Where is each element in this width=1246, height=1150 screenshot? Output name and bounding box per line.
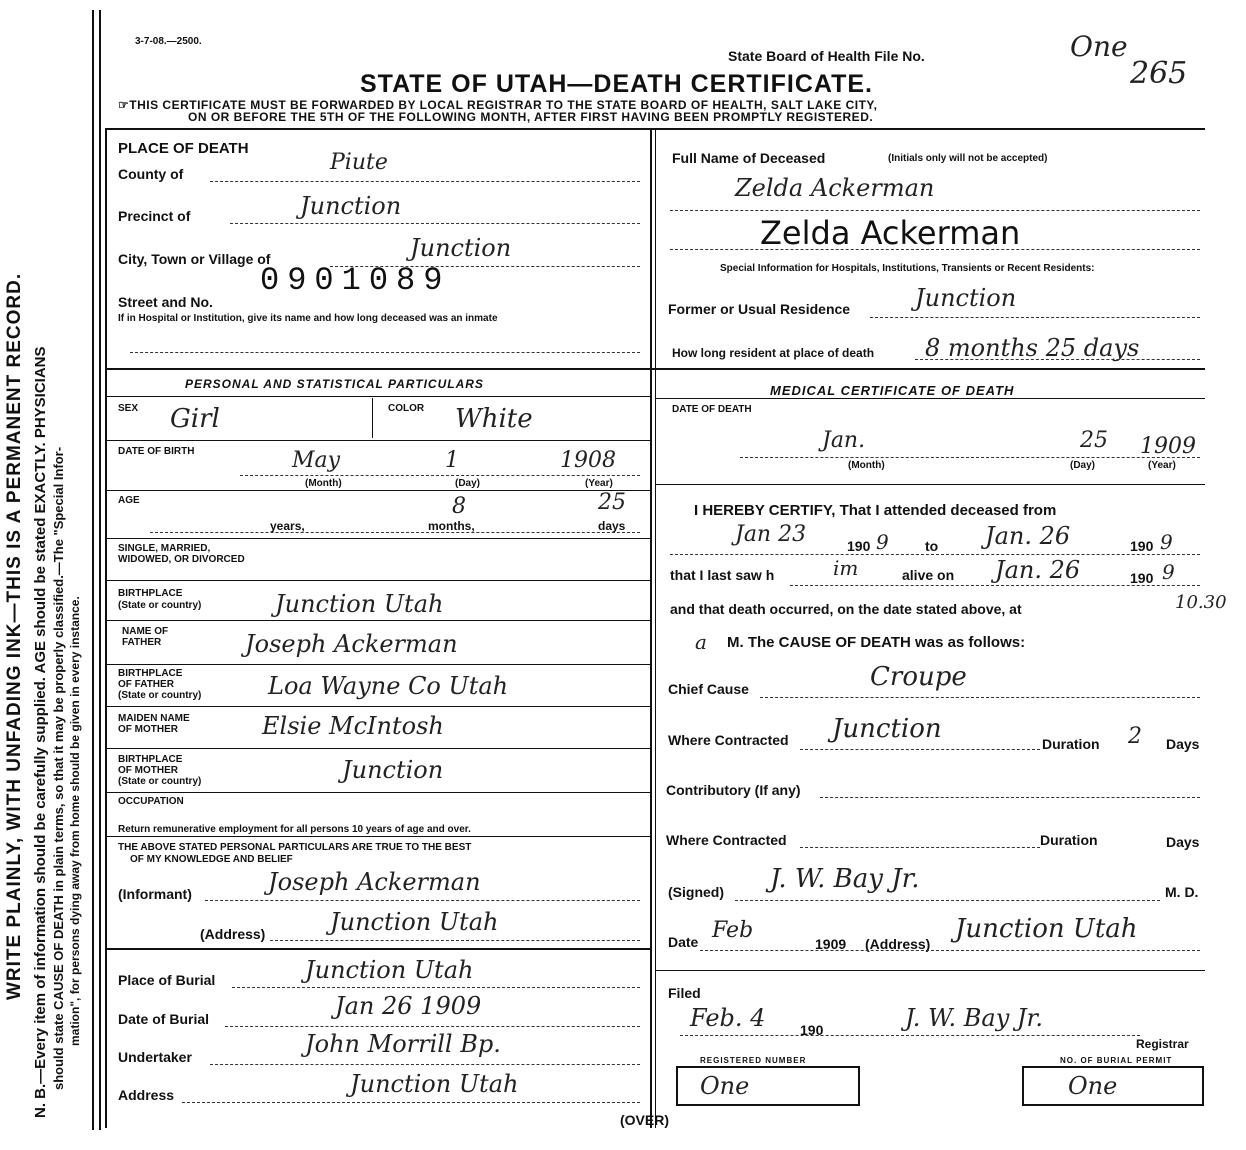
medical-address-value: Junction Utah — [955, 914, 1138, 944]
dob-month-caption: (Month) — [305, 478, 342, 489]
dod-day: 25 — [1080, 428, 1108, 453]
days-label: Days — [1166, 736, 1200, 752]
cause-text: M. The CAUSE OF DEATH was as follows: — [727, 634, 1026, 651]
personal-heading: PERSONAL AND STATISTICAL PARTICULARS — [185, 377, 484, 391]
meridiem-value: a — [695, 630, 707, 654]
place-heading: PLACE OF DEATH — [118, 140, 249, 157]
name-typed: Zelda Ackerman — [760, 214, 1021, 252]
attended-to-year-prefix: 190 — [1130, 538, 1154, 554]
contributory-label: Contributory (If any) — [666, 782, 801, 798]
attest-line-2: OF MY KNOWLEDGE AND BELIEF — [130, 854, 293, 865]
signed-label: (Signed) — [668, 884, 724, 900]
time-value: 10.30 — [1175, 592, 1227, 613]
medical-address-label: (Address) — [865, 936, 931, 952]
name-label: Full Name of Deceased — [672, 150, 826, 166]
to-word: to — [925, 538, 939, 554]
filed-year-prefix: 190 — [800, 1022, 824, 1038]
hospital-note: If in Hospital or Institution, give its name and how long deceased was an inmate — [118, 313, 498, 324]
informant-address-value: Junction Utah — [330, 908, 499, 936]
alive-year-prefix: 190 — [1130, 570, 1154, 586]
attended-to-year-suffix: 9 — [1160, 530, 1173, 554]
registered-number-value: One — [700, 1072, 750, 1100]
resident-value: 8 months 25 days — [925, 334, 1140, 362]
alive-date: Jan. 26 — [995, 556, 1081, 584]
days-2-label: Days — [1166, 834, 1200, 850]
birthplace-label-1: BIRTHPLACE — [118, 588, 183, 599]
residence-label: Former or Usual Residence — [668, 301, 851, 317]
city-value: Junction — [410, 234, 512, 262]
attest-line-1: THE ABOVE STATED PERSONAL PARTICULARS ARE TRUE TO THE BEST — [118, 842, 472, 853]
age-months: 8 — [452, 494, 466, 519]
dob-year: 1908 — [560, 448, 616, 473]
dob-day-caption: (Day) — [455, 478, 481, 489]
sex-label: SEX — [118, 403, 139, 414]
name-handwritten: Zelda Ackerman — [735, 174, 935, 202]
attended-from-year-prefix: 190 — [847, 538, 871, 554]
marital-label-1: SINGLE, MARRIED, — [118, 543, 211, 554]
father-birthplace-value: Loa Wayne Co Utah — [268, 672, 509, 700]
mother-label-2: OF MOTHER — [118, 724, 178, 735]
burial-place-value: Junction Utah — [305, 956, 474, 984]
occurred-text: and that death occurred, on the date stated above, at — [670, 601, 1022, 617]
dob-year-caption: (Year) — [585, 478, 613, 489]
attended-from-date: Jan 23 — [735, 522, 807, 547]
attended-to-date: Jan. 26 — [985, 522, 1071, 550]
birthplace-value: Junction Utah — [275, 590, 444, 618]
burial-date-value: Jan 26 1909 — [335, 992, 482, 1020]
notice-line-2: ON OR BEFORE THE 5TH OF THE FOLLOWING MONTH, AFTER FIRST HAVING BEEN PROMPTLY REGISTERED. — [188, 110, 874, 124]
city-label: City, Town or Village of — [118, 251, 271, 267]
margin-write-plainly: WRITE PLAINLY, WITH UNFADING INK—THIS IS A PERMANENT RECORD. — [4, 272, 25, 1000]
certify-text: I HEREBY CERTIFY, That I attended deceased from — [694, 502, 1057, 519]
street-label: Street and No. — [118, 294, 213, 310]
occupation-note: Return remunerative employment for all persons 10 years of age and over. — [118, 824, 471, 835]
days-caption: days — [598, 519, 626, 533]
color-value: White — [455, 404, 533, 434]
file-no-value: One — [1070, 30, 1128, 63]
page-title: STATE OF UTAH—DEATH CERTIFICATE. — [360, 70, 873, 98]
residence-value: Junction — [915, 284, 1017, 312]
father-label-2: FATHER — [122, 637, 162, 648]
medical-date-label: Date — [668, 934, 699, 950]
chief-cause-value: Croupe — [870, 662, 967, 692]
age-label: AGE — [118, 495, 140, 506]
alive-text: alive on — [902, 567, 955, 583]
registrar-signature: J. W. Bay Jr. — [905, 1004, 1043, 1032]
undertaker-label: Undertaker — [118, 1049, 192, 1065]
margin-note-3: mation", for persons dying away from home should be given in every instance. — [68, 596, 82, 1046]
burial-permit-value: One — [1068, 1072, 1118, 1100]
months-caption: months, — [428, 519, 475, 533]
file-no-label: State Board of Health File No. — [728, 48, 925, 64]
father-label-1: NAME OF — [122, 626, 169, 637]
medical-date-value: Feb — [712, 918, 754, 943]
county-label: County of — [118, 166, 184, 182]
burial-date-label: Date of Burial — [118, 1011, 210, 1027]
name-note: (Initials only will not be accepted) — [888, 153, 1048, 164]
margin-note-2: should state CAUSE OF DEATH in plain terms, so that it may be properly classified.—The "Special Infor- — [51, 446, 66, 1090]
filed-date: Feb. 4 — [690, 1004, 766, 1032]
dob-month: May — [292, 448, 341, 473]
marital-label-2: WIDOWED, OR DIVORCED — [118, 554, 245, 565]
informant-value: Joseph Ackerman — [268, 868, 481, 896]
dod-year-caption: (Year) — [1148, 460, 1176, 471]
precinct-label: Precinct of — [118, 208, 191, 224]
margin-note-1: N. B.—Every item of information should be carefully supplied. AGE should be stated EXACTLY. PHYSICIANS — [32, 346, 49, 1118]
file-no-stamp: 265 — [1130, 56, 1188, 91]
mother-birthplace-value: Junction — [342, 756, 444, 784]
signed-value: J. W. Bay Jr. — [770, 864, 920, 894]
special-info: Special Information for Hospitals, Institutions, Transients or Recent Residents: — [720, 263, 1095, 274]
last-saw-value: im — [833, 556, 859, 580]
duration-label: Duration — [1042, 736, 1100, 752]
where-contracted-2-label: Where Contracted — [666, 832, 787, 848]
dod-month-caption: (Month) — [848, 460, 885, 471]
burial-permit-label: NO. OF BURIAL PERMIT — [1060, 1056, 1173, 1065]
precinct-value: Junction — [300, 192, 402, 220]
father-birthplace-label-3: (State or country) — [118, 690, 202, 701]
duration-2-label: Duration — [1040, 832, 1098, 848]
medical-date-year: 1909 — [815, 936, 847, 952]
mother-value: Elsie McIntosh — [262, 712, 444, 740]
registrar-label: Registrar — [1136, 1037, 1189, 1051]
color-label: COLOR — [388, 403, 425, 414]
alive-year-suffix: 9 — [1162, 560, 1175, 584]
years-caption: years, — [270, 519, 305, 533]
filed-label: Filed — [668, 985, 701, 1001]
sex-value: Girl — [170, 404, 220, 434]
chief-cause-label: Chief Cause — [668, 681, 749, 697]
birthplace-label-2: (State or country) — [118, 600, 202, 611]
md-label: M. D. — [1165, 884, 1199, 900]
county-value: Piute — [330, 150, 388, 175]
where-contracted-value: Junction — [832, 714, 942, 744]
informant-address-label: (Address) — [200, 926, 266, 942]
where-contracted-label: Where Contracted — [668, 732, 789, 748]
father-birthplace-label-2: OF FATHER — [118, 679, 174, 690]
father-birthplace-label-1: BIRTHPLACE — [118, 668, 183, 679]
notice-line-1: ☞THIS CERTIFICATE MUST BE FORWARDED BY LOCAL REGISTRAR TO THE STATE BOARD OF HEALTH, SALT LAKE CITY, — [118, 98, 878, 112]
mother-label-1: MAIDEN NAME — [118, 713, 190, 724]
last-saw-text: that I last saw h — [670, 567, 775, 583]
mother-birthplace-label-3: (State or country) — [118, 776, 202, 787]
undertaker-value: John Morrill Bp. — [305, 1030, 501, 1058]
burial-place-label: Place of Burial — [118, 972, 216, 988]
burial-address-label: Address — [118, 1087, 175, 1103]
mother-birthplace-label-2: OF MOTHER — [118, 765, 178, 776]
stamp-number: 0901089 — [260, 262, 451, 299]
dob-day: 1 — [445, 448, 459, 473]
dod-day-caption: (Day) — [1070, 460, 1096, 471]
father-value: Joseph Ackerman — [245, 630, 458, 658]
mother-birthplace-label-1: BIRTHPLACE — [118, 754, 183, 765]
occupation-label: OCCUPATION — [118, 796, 184, 807]
informant-label: (Informant) — [118, 886, 192, 902]
dod-month: Jan. — [822, 428, 866, 453]
dob-label: DATE OF BIRTH — [118, 446, 195, 457]
dod-label: DATE OF DEATH — [672, 404, 752, 415]
over-label: (OVER) — [620, 1112, 669, 1128]
attended-from-year-suffix: 9 — [876, 530, 889, 554]
medical-heading: MEDICAL CERTIFICATE OF DEATH — [770, 383, 1015, 398]
burial-address-value: Junction Utah — [350, 1070, 519, 1098]
registered-number-label: REGISTERED NUMBER — [700, 1056, 807, 1065]
duration-value: 2 — [1128, 724, 1142, 749]
dod-year: 1909 — [1140, 434, 1196, 459]
age-days: 25 — [598, 490, 626, 515]
print-code: 3-7-08.—2500. — [135, 36, 202, 47]
resident-label: How long resident at place of death — [672, 346, 875, 360]
